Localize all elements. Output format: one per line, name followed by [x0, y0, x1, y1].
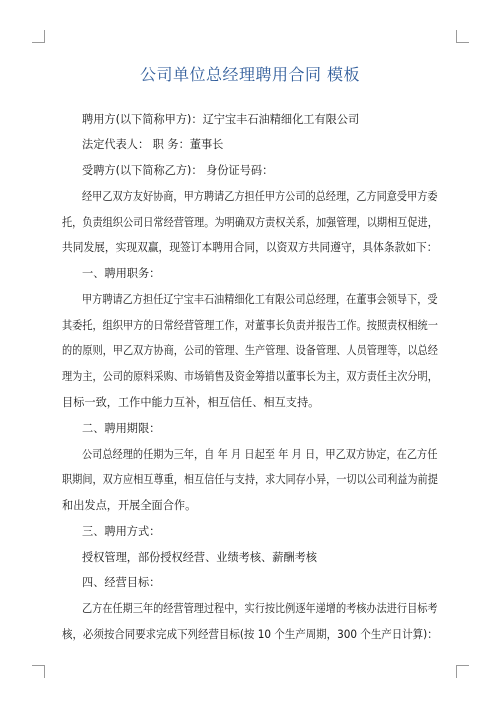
paragraph-line: 公司总经理的任期为三年，自 年 月 日起至 年 月 日，甲乙双方协定，在乙方任	[82, 448, 438, 461]
crop-mark-top-left	[32, 30, 45, 43]
employee-line: 受聘方(以下简称乙方)： 身份证号码：	[82, 164, 274, 177]
paragraph-line: 理为主，公司的原料采购、市场销售及资金筹措以董事长为主，双方责任主次分明，	[62, 370, 438, 383]
section-heading-term: 二、聘用期限：	[82, 422, 161, 435]
crop-mark-top-right	[456, 30, 469, 43]
intro-line: 共同发展，实现双赢，现签订本聘用合同，以资双方共同遵守，具体条款如下：	[62, 241, 438, 254]
paragraph-line: 的的原则，甲乙双方协商，公司的管理、生产管理、设备管理、人员管理等，以总经	[62, 344, 438, 357]
paragraph-line: 甲方聘请乙方担任辽宁宝丰石油精细化工有限公司总经理，在董事会领导下，受	[82, 293, 438, 306]
section-heading-position: 一、聘用职务：	[82, 267, 161, 280]
crop-mark-bottom-left	[32, 665, 45, 678]
legal-representative-line: 法定代表人： 职 务：董事长	[82, 138, 224, 151]
employer-line: 聘用方(以下简称甲方)：辽宁宝丰石油精细化工有限公司	[82, 113, 360, 126]
document-title: 公司单位总经理聘用合同 模板	[139, 65, 361, 84]
paragraph-line: 目标一致，工作中能力互补，相互信任、相互支持。	[62, 396, 320, 409]
crop-mark-bottom-right	[456, 665, 469, 678]
paragraph-line: 授权管理，部份授权经营、业绩考核、薪酬考核	[82, 551, 317, 564]
paragraph-line: 乙方在任期三年的经营管理过程中，实行按比例逐年递增的考核办法进行目标考	[82, 602, 438, 615]
section-heading-targets: 四、经营目标：	[82, 576, 161, 589]
paragraph-line: 职期间，双方应相互尊重，相互信任与支持，求大同存小异，一切以公司利益为前提	[62, 473, 438, 486]
paragraph-line: 核，必须按合同要求完成下列经营目标(按 10 个生产周期，300 个生产日计算)：	[62, 628, 438, 641]
paragraph-line: 和出发点，开展全面合作。	[62, 499, 197, 512]
section-heading-method: 三、聘用方式：	[82, 525, 161, 538]
paragraph-line: 其委托，组织甲方的日常经营管理工作，对董事长负责并报告工作。按照责权相统一	[62, 319, 438, 332]
intro-line: 托，负责组织公司日常经营管理。为明确双方责权关系，加强管理，以期相互促进，	[62, 216, 438, 229]
intro-line: 经甲乙双方友好协商，甲方聘请乙方担任甲方公司的总经理，乙方同意受甲方委	[82, 190, 438, 203]
